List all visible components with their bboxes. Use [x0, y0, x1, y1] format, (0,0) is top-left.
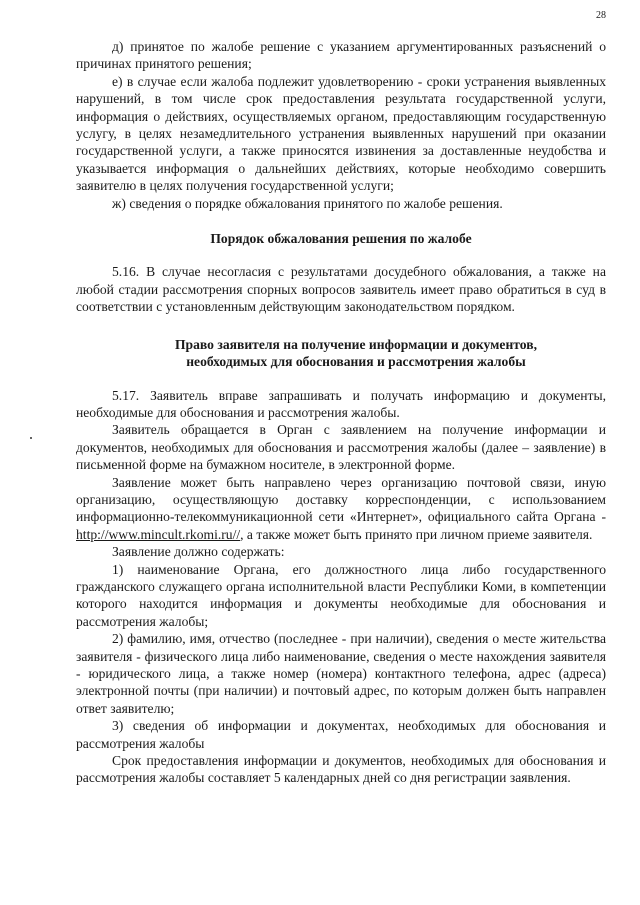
page-number: 28	[596, 10, 606, 21]
paragraph-item-d: д) принятое по жалобе решение с указанием аргументированных разъяснений о причинах принятого решения;	[76, 39, 606, 72]
website-link[interactable]: http://www.mincult.rkomi.ru//	[76, 526, 241, 542]
list-item-2: 2) фамилию, имя, отчество (последнее - при наличии), сведения о месте жительства заявителя - физического лица либо наименование, сведения о месте нахождения заявителя - юридического лица, а также номер (номера) контактного телефона, адрес (адреса) электронной почты (при наличии) и почтовый адрес, по которым должен быть направлен ответ заявителю;	[76, 631, 606, 716]
paragraph-item-e: е) в случае если жалоба подлежит удовлетворению - сроки устранения выявленных нарушений, в том числе срок предоставления результата государственной услуги, информация о действиях, осуществляемых органом, предоставляющим государственную услугу, в целях незамедлительного устранения выявленных нарушений при оказании государственной услуги, а также приносятся извинения за доставленные неудобства и указывается информация о дальнейших действиях, которые необходимо совершить заявителю в целях получения государственной услуги;	[76, 73, 606, 194]
paragraph-5-17: 5.17. Заявитель вправе запрашивать и получать информацию и документы, необходимые для обоснования и рассмотрения жалобы.	[76, 387, 606, 420]
section-heading-rights-line-2: необходимых для обоснования и рассмотрения жалобы	[186, 354, 526, 370]
document-body	[76, 38, 606, 787]
paragraph-must-contain: Заявление должно содержать:	[112, 544, 285, 560]
list-item-1: 1) наименование Органа, его должностного лица либо государственного гражданского служащего органа исполнительной власти Республики Коми, в компетенции которого находится информация и документы необходимые для обоснования и рассмотрения жалобы;	[76, 561, 606, 629]
section-heading-rights	[76, 336, 606, 371]
paragraph-send-text: Заявление может быть направлено через организацию почтовой связи, иную организацию, осуществляющую доставку корреспонденции, с использованием информационно-телекоммуникационной сети «Интернет», официального сайта Органа -	[76, 474, 606, 525]
list-item-3: 3) сведения об информации и документах, необходимых для обоснования и рассмотрения жалобы	[76, 718, 606, 751]
paragraph-apply: Заявитель обращается в Орган с заявлением на получение информации и документов, необходимых для обоснования и рассмотрения жалобы (далее – заявление) в письменной форме на бумажном носителе, в электронной форме.	[76, 422, 606, 473]
paragraph-send-tail: , а также может быть принято при личном приеме заявителя.	[240, 526, 593, 542]
section-heading-rights-line-1: Право заявителя на получение информации и документов,	[174, 336, 537, 352]
paragraph-5-16: 5.16. В случае несогласия с результатами досудебного обжалования, а также на любой стадии рассмотрения спорных вопросов заявитель имеет право обратиться в суд в соответствии с установленным действующим законодательством порядком.	[76, 264, 606, 315]
stray-mark	[30, 437, 32, 439]
section-heading-appeal: Порядок обжалования решения по жалобе	[210, 231, 472, 247]
paragraph-item-zh: ж) сведения о порядке обжалования принятого по жалобе решения.	[112, 195, 503, 211]
paragraph-term: Срок предоставления информации и документов, необходимых для обоснования и рассмотрения жалобы составляет 5 календарных дней со дня регистрации заявления.	[76, 753, 606, 786]
paragraph-send	[76, 474, 606, 544]
